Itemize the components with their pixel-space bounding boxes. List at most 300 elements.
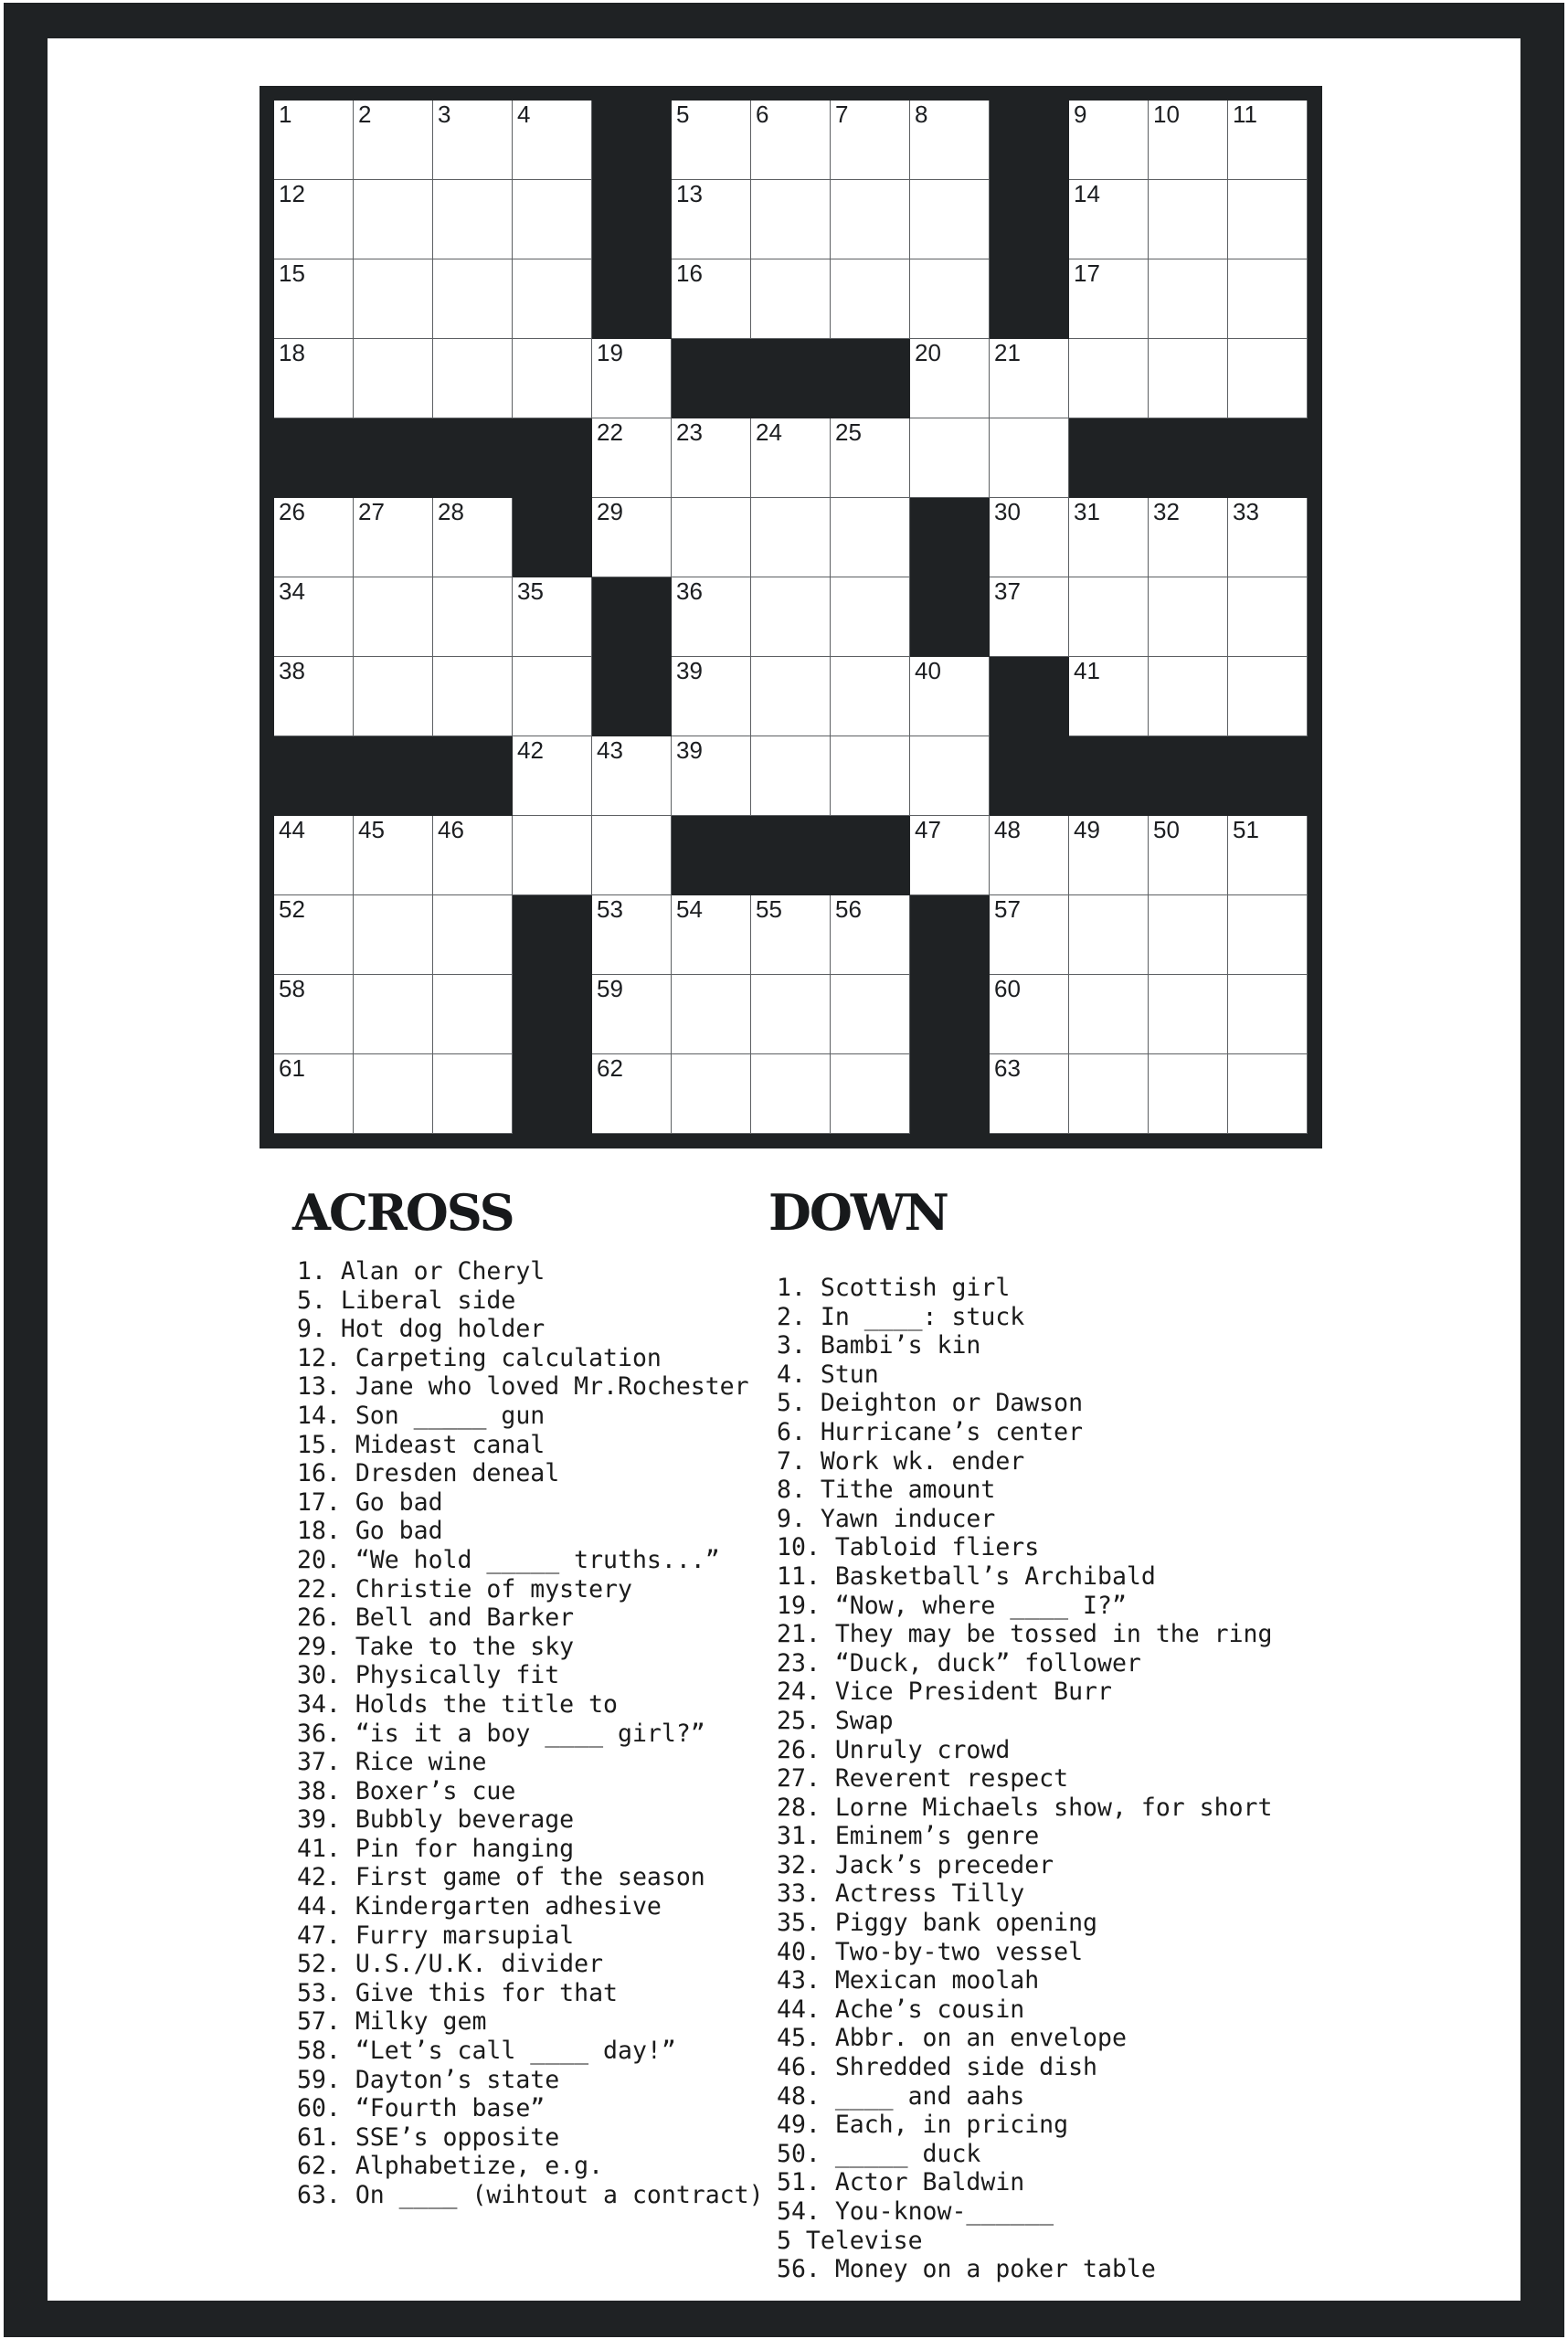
grid-cell[interactable]: [592, 736, 672, 816]
clue-item: 2. In ____: stuck: [777, 1302, 1025, 1331]
clue-item: 34. Holds the title to: [297, 1689, 618, 1719]
grid-cell[interactable]: [433, 1054, 513, 1134]
grid-cell[interactable]: [1228, 816, 1308, 895]
clue-item: 6. Hurricane’s center: [777, 1417, 1084, 1446]
grid-cell[interactable]: [1149, 657, 1228, 736]
clue-item: 8. Tithe amount: [777, 1476, 996, 1505]
cell-number: 30: [994, 498, 1021, 525]
grid-cell[interactable]: [433, 339, 513, 418]
black-cell: [990, 180, 1069, 259]
clue-item: 44. Ache’s cousin: [777, 1995, 1025, 2024]
clue-item: 1. Alan or Cheryl: [297, 1257, 546, 1286]
grid-cell[interactable]: [751, 418, 831, 498]
cell-number: 23: [676, 418, 703, 446]
clue-item: 36. “is it a boy ____ girl?”: [297, 1719, 705, 1748]
clue-item: 47. Furry marsupial: [297, 1921, 575, 1950]
cell-number: 34: [279, 577, 305, 605]
grid-cell[interactable]: [354, 657, 433, 736]
grid-cell[interactable]: [592, 975, 672, 1054]
black-cell: [910, 577, 990, 657]
cell-number: 24: [756, 418, 782, 446]
cell-number: 11: [1233, 101, 1257, 128]
black-cell: [592, 577, 672, 657]
grid-cell[interactable]: [1069, 498, 1149, 577]
black-cell: [910, 895, 990, 975]
grid-cell[interactable]: [910, 259, 990, 339]
down-clue-list: [777, 1274, 1272, 2284]
clue-item: 9. Hot dog holder: [297, 1315, 546, 1344]
grid-cell[interactable]: [433, 498, 513, 577]
grid-cell[interactable]: [1149, 259, 1228, 339]
cell-number: 35: [517, 577, 544, 605]
clue-item: 16. Dresden deneal: [297, 1459, 560, 1488]
clue-item: 40. Two-by-two vessel: [777, 1937, 1084, 1966]
black-cell: [513, 975, 592, 1054]
grid-cell[interactable]: [1149, 101, 1228, 180]
grid-cell[interactable]: [433, 259, 513, 339]
clue-item: 53. Give this for that: [297, 1978, 618, 2007]
grid-cell[interactable]: [1149, 895, 1228, 975]
grid-cell[interactable]: [1228, 1054, 1308, 1134]
grid-cell[interactable]: [910, 816, 990, 895]
grid-cell[interactable]: [433, 975, 513, 1054]
grid-cell[interactable]: [990, 577, 1069, 657]
clue-item: 5 Televise: [777, 2226, 923, 2255]
black-cell: [990, 259, 1069, 339]
cell-number: 54: [676, 895, 703, 923]
grid-cell[interactable]: [274, 180, 354, 259]
clue-item: 25. Swap: [777, 1706, 894, 1735]
grid-cell[interactable]: [910, 180, 990, 259]
grid-cell[interactable]: [1149, 498, 1228, 577]
cell-number: 52: [279, 895, 305, 923]
clue-item: 28. Lorne Michaels show, for short: [777, 1793, 1273, 1822]
cell-number: 2: [358, 101, 372, 128]
clue-item: 7. Work wk. ender: [777, 1446, 1025, 1476]
grid-cell[interactable]: [672, 577, 751, 657]
cell-number: 10: [1153, 101, 1180, 128]
grid-cell[interactable]: [433, 101, 513, 180]
cell-number: 20: [915, 339, 941, 366]
grid-cell[interactable]: [831, 736, 910, 816]
clue-item: 35. Piggy bank opening: [777, 1909, 1097, 1938]
cell-number: 57: [994, 895, 1021, 923]
grid-cell[interactable]: [274, 259, 354, 339]
grid-cell[interactable]: [672, 895, 751, 975]
cell-number: 55: [756, 895, 782, 923]
cell-number: 46: [438, 816, 464, 843]
cell-number: 21: [994, 339, 1021, 366]
grid-cell[interactable]: [433, 577, 513, 657]
clue-item: 61. SSE’s opposite: [297, 2122, 560, 2152]
cell-number: 19: [597, 339, 623, 366]
cell-number: 59: [597, 975, 623, 1002]
cell-number: 27: [358, 498, 385, 525]
across-clue-list: [297, 1257, 764, 2210]
grid-cell[interactable]: [274, 577, 354, 657]
cell-number: 60: [994, 975, 1021, 1002]
black-cell: [513, 498, 592, 577]
grid-cell[interactable]: [672, 736, 751, 816]
clue-item: 32. Jack’s preceder: [777, 1850, 1054, 1879]
grid-cell[interactable]: [1228, 577, 1308, 657]
grid-cell[interactable]: [1069, 339, 1149, 418]
clue-item: 38. Boxer’s cue: [297, 1776, 516, 1805]
grid-cell[interactable]: [831, 1054, 910, 1134]
grid-cell[interactable]: [433, 180, 513, 259]
clue-item: 5. Deighton or Dawson: [777, 1389, 1084, 1418]
grid-cell[interactable]: [672, 259, 751, 339]
clue-item: 26. Bell and Barker: [297, 1603, 575, 1633]
grid-cell[interactable]: [1149, 577, 1228, 657]
clue-item: 59. Dayton’s state: [297, 2065, 560, 2094]
grid-cell[interactable]: [831, 895, 910, 975]
grid-cell[interactable]: [1149, 975, 1228, 1054]
black-cell: [1149, 418, 1228, 498]
cell-number: 38: [279, 657, 305, 684]
clue-item: 44. Kindergarten adhesive: [297, 1892, 662, 1921]
cell-number: 45: [358, 816, 385, 843]
black-cell: [592, 101, 672, 180]
grid-cell[interactable]: [513, 180, 592, 259]
grid-cell[interactable]: [354, 101, 433, 180]
grid-cell[interactable]: [831, 101, 910, 180]
clue-item: 22. Christie of mystery: [297, 1574, 632, 1603]
grid-cell[interactable]: [910, 339, 990, 418]
black-cell: [1228, 418, 1308, 498]
clue-item: 62. Alphabetize, e.g.: [297, 2152, 604, 2181]
cell-number: 12: [279, 180, 305, 207]
grid-cell[interactable]: [1228, 180, 1308, 259]
cell-number: 5: [676, 101, 690, 128]
grid-cell[interactable]: [751, 259, 831, 339]
grid-cell[interactable]: [274, 101, 354, 180]
grid-cell[interactable]: [274, 498, 354, 577]
black-cell: [910, 1054, 990, 1134]
grid-cell[interactable]: [354, 339, 433, 418]
grid-cell[interactable]: [751, 498, 831, 577]
black-cell: [433, 736, 513, 816]
cell-number: 15: [279, 259, 305, 287]
grid-cell[interactable]: [513, 101, 592, 180]
cell-number: 53: [597, 895, 623, 923]
clue-item: 43. Mexican moolah: [777, 1966, 1040, 1995]
cell-number: 14: [1074, 180, 1100, 207]
grid-cell[interactable]: [751, 1054, 831, 1134]
grid-cell[interactable]: [1069, 180, 1149, 259]
grid-cell[interactable]: [433, 657, 513, 736]
grid-cell[interactable]: [831, 657, 910, 736]
grid-cell[interactable]: [354, 895, 433, 975]
clue-item: 26. Unruly crowd: [777, 1735, 1011, 1764]
cell-number: 48: [994, 816, 1021, 843]
grid-cell[interactable]: [354, 259, 433, 339]
clue-item: 27. Reverent respect: [777, 1764, 1069, 1794]
clue-item: 58. “Let’s call ____ day!”: [297, 2037, 676, 2066]
grid-cell[interactable]: [354, 816, 433, 895]
grid-cell[interactable]: [990, 816, 1069, 895]
black-cell: [592, 657, 672, 736]
clue-item: 15. Mideast canal: [297, 1430, 546, 1459]
grid-cell[interactable]: [354, 577, 433, 657]
clue-item: 4. Stun: [777, 1360, 879, 1389]
grid-cell[interactable]: [1069, 259, 1149, 339]
cell-number: 49: [1074, 816, 1100, 843]
cell-number: 18: [279, 339, 305, 366]
cell-number: 31: [1074, 498, 1100, 525]
cell-number: 44: [279, 816, 305, 843]
cell-number: 42: [517, 736, 544, 764]
black-cell: [672, 339, 751, 418]
clue-item: 30. Physically fit: [297, 1661, 560, 1690]
cell-number: 32: [1153, 498, 1180, 525]
black-cell: [513, 1054, 592, 1134]
clue-item: 14. Son _____ gun: [297, 1401, 546, 1430]
grid-cell[interactable]: [990, 418, 1069, 498]
cell-number: 43: [597, 736, 623, 764]
grid-cell[interactable]: [274, 657, 354, 736]
cell-number: 36: [676, 577, 703, 605]
grid-cell[interactable]: [433, 895, 513, 975]
cell-number: 9: [1074, 101, 1087, 128]
clue-item: 13. Jane who loved Mr.Rochester: [297, 1372, 749, 1402]
clue-item: 60. “Fourth base”: [297, 2094, 546, 2123]
cell-number: 17: [1074, 259, 1100, 287]
grid-cell[interactable]: [672, 657, 751, 736]
cell-number: 61: [279, 1054, 305, 1082]
grid-cell[interactable]: [354, 180, 433, 259]
cell-number: 6: [756, 101, 769, 128]
grid-cell[interactable]: [672, 975, 751, 1054]
grid-cell[interactable]: [1069, 895, 1149, 975]
grid-cell[interactable]: [274, 895, 354, 975]
grid-cell[interactable]: [1149, 816, 1228, 895]
clue-item: 24. Vice President Burr: [777, 1678, 1112, 1707]
clue-item: 48. ____ and aahs: [777, 2081, 1025, 2111]
black-cell: [751, 339, 831, 418]
black-cell: [274, 418, 354, 498]
cell-number: 22: [597, 418, 623, 446]
clue-item: 57. Milky gem: [297, 2007, 487, 2037]
grid-cell[interactable]: [831, 577, 910, 657]
clue-item: 45. Abbr. on an envelope: [777, 2024, 1127, 2053]
black-cell: [831, 339, 910, 418]
cell-number: 26: [279, 498, 305, 525]
grid-cell[interactable]: [990, 498, 1069, 577]
grid-cell[interactable]: [1149, 180, 1228, 259]
clue-item: 1. Scottish girl: [777, 1274, 1011, 1302]
grid-cell[interactable]: [592, 816, 672, 895]
black-cell: [592, 180, 672, 259]
grid-cell[interactable]: [433, 816, 513, 895]
clue-item: 41. Pin for hanging: [297, 1834, 575, 1863]
grid-cell[interactable]: [274, 816, 354, 895]
clue-item: 54. You-know-______: [777, 2197, 1054, 2226]
black-cell: [354, 418, 433, 498]
clue-item: 18. Go bad: [297, 1517, 443, 1546]
black-cell: [990, 657, 1069, 736]
grid-cell[interactable]: [910, 736, 990, 816]
black-cell: [513, 418, 592, 498]
clue-item: 49. Each, in pricing: [777, 2111, 1069, 2140]
grid-cell[interactable]: [513, 736, 592, 816]
cell-number: 51: [1233, 816, 1259, 843]
cell-number: 39: [676, 657, 703, 684]
cell-number: 50: [1153, 816, 1180, 843]
clue-item: 9. Yawn inducer: [777, 1504, 996, 1533]
black-cell: [990, 101, 1069, 180]
across-header: ACROSS: [292, 1183, 514, 1242]
cell-number: 62: [597, 1054, 623, 1082]
grid-cell[interactable]: [831, 259, 910, 339]
crossword-grid: [260, 86, 1322, 1148]
cell-number: 4: [517, 101, 531, 128]
clue-item: 10. Tabloid fliers: [777, 1533, 1040, 1562]
grid-cell[interactable]: [1228, 101, 1308, 180]
grid-cell[interactable]: [831, 418, 910, 498]
grid-cell[interactable]: [592, 498, 672, 577]
clue-item: 52. U.S./U.K. divider: [297, 1950, 604, 1979]
grid-cell[interactable]: [1228, 339, 1308, 418]
cell-number: 63: [994, 1054, 1021, 1082]
clue-item: 42. First game of the season: [297, 1863, 705, 1892]
grid-cell[interactable]: [751, 577, 831, 657]
clue-item: 29. Take to the sky: [297, 1632, 575, 1661]
grid-cell[interactable]: [513, 657, 592, 736]
grid-cell[interactable]: [751, 736, 831, 816]
cell-number: 39: [676, 736, 703, 764]
grid-cell[interactable]: [1149, 1054, 1228, 1134]
grid-cell[interactable]: [751, 180, 831, 259]
grid-cell[interactable]: [1228, 975, 1308, 1054]
black-cell: [1228, 736, 1308, 816]
down-header: DOWN: [768, 1183, 948, 1242]
clue-item: 63. On ____ (wihtout a contract): [297, 2181, 764, 2209]
clue-item: 21. They may be tossed in the ring: [777, 1620, 1273, 1649]
cell-number: 8: [915, 101, 928, 128]
grid-cell[interactable]: [672, 418, 751, 498]
clue-item: 46. Shredded side dish: [777, 2053, 1097, 2082]
cell-number: 47: [915, 816, 941, 843]
cell-number: 29: [597, 498, 623, 525]
clue-item: 17. Go bad: [297, 1487, 443, 1517]
clue-item: 12. Carpeting calculation: [297, 1343, 662, 1372]
black-cell: [433, 418, 513, 498]
cell-number: 7: [835, 101, 849, 128]
clue-item: 50. _____ duck: [777, 2139, 981, 2168]
black-cell: [1069, 418, 1149, 498]
black-cell: [274, 736, 354, 816]
grid-cell[interactable]: [751, 657, 831, 736]
grid-cell[interactable]: [672, 101, 751, 180]
black-cell: [990, 736, 1069, 816]
grid-cell[interactable]: [592, 1054, 672, 1134]
grid-cell[interactable]: [751, 975, 831, 1054]
black-cell: [592, 259, 672, 339]
grid-cell[interactable]: [1228, 657, 1308, 736]
black-cell: [910, 975, 990, 1054]
grid-cell[interactable]: [274, 975, 354, 1054]
grid-cell[interactable]: [990, 1054, 1069, 1134]
clue-item: 19. “Now, where ____ I?”: [777, 1591, 1127, 1620]
clue-item: 20. “We hold _____ truths...”: [297, 1545, 720, 1574]
clue-item: 31. Eminem’s genre: [777, 1822, 1040, 1851]
grid-cell[interactable]: [1069, 101, 1149, 180]
grid-cell[interactable]: [831, 180, 910, 259]
cell-number: 58: [279, 975, 305, 1002]
cell-number: 33: [1233, 498, 1259, 525]
grid-cell[interactable]: [1069, 657, 1149, 736]
grid-cell[interactable]: [751, 101, 831, 180]
grid-cell[interactable]: [1069, 816, 1149, 895]
grid-cell[interactable]: [672, 498, 751, 577]
grid-cell[interactable]: [831, 975, 910, 1054]
grid-cell[interactable]: [990, 975, 1069, 1054]
grid-cell[interactable]: [1228, 498, 1308, 577]
grid-cell[interactable]: [354, 975, 433, 1054]
grid-cell[interactable]: [354, 1054, 433, 1134]
cell-number: 25: [835, 418, 862, 446]
black-cell: [751, 816, 831, 895]
grid-cell[interactable]: [513, 259, 592, 339]
grid-cell[interactable]: [274, 339, 354, 418]
grid-cell[interactable]: [672, 1054, 751, 1134]
cell-number: 41: [1074, 657, 1100, 684]
grid-cell[interactable]: [751, 895, 831, 975]
grid-cell[interactable]: [1228, 259, 1308, 339]
cell-number: 40: [915, 657, 941, 684]
cell-number: 28: [438, 498, 464, 525]
grid-cell[interactable]: [274, 1054, 354, 1134]
grid-cell[interactable]: [831, 498, 910, 577]
black-cell: [1069, 736, 1149, 816]
black-cell: [1149, 736, 1228, 816]
grid-cell[interactable]: [513, 339, 592, 418]
grid-cell[interactable]: [592, 895, 672, 975]
clue-item: 39. Bubbly beverage: [297, 1805, 575, 1835]
cell-number: 56: [835, 895, 862, 923]
grid-cell[interactable]: [1149, 339, 1228, 418]
black-cell: [910, 498, 990, 577]
grid-cell[interactable]: [990, 339, 1069, 418]
grid-cell[interactable]: [910, 418, 990, 498]
clue-item: 51. Actor Baldwin: [777, 2168, 1025, 2197]
clue-item: 37. Rice wine: [297, 1748, 487, 1777]
clue-item: 11. Basketball’s Archibald: [777, 1561, 1156, 1591]
cell-number: 13: [676, 180, 703, 207]
grid-cell[interactable]: [354, 498, 433, 577]
grid-cell[interactable]: [910, 101, 990, 180]
clue-item: 56. Money on a poker table: [777, 2255, 1156, 2284]
cell-number: 1: [279, 101, 292, 128]
grid-cell[interactable]: [672, 180, 751, 259]
clue-item: 5. Liberal side: [297, 1286, 516, 1315]
grid-cell[interactable]: [990, 895, 1069, 975]
grid-cell[interactable]: [513, 577, 592, 657]
clue-item: 3. Bambi’s kin: [777, 1331, 981, 1360]
grid-cell[interactable]: [592, 339, 672, 418]
grid-cell[interactable]: [513, 816, 592, 895]
grid-cell[interactable]: [592, 418, 672, 498]
grid-cell[interactable]: [910, 657, 990, 736]
grid-cell[interactable]: [1069, 1054, 1149, 1134]
grid-cell[interactable]: [1069, 577, 1149, 657]
cell-number: 3: [438, 101, 451, 128]
grid-cell[interactable]: [1069, 975, 1149, 1054]
black-cell: [354, 736, 433, 816]
clue-item: 33. Actress Tilly: [777, 1879, 1025, 1909]
grid-cell[interactable]: [1228, 895, 1308, 975]
